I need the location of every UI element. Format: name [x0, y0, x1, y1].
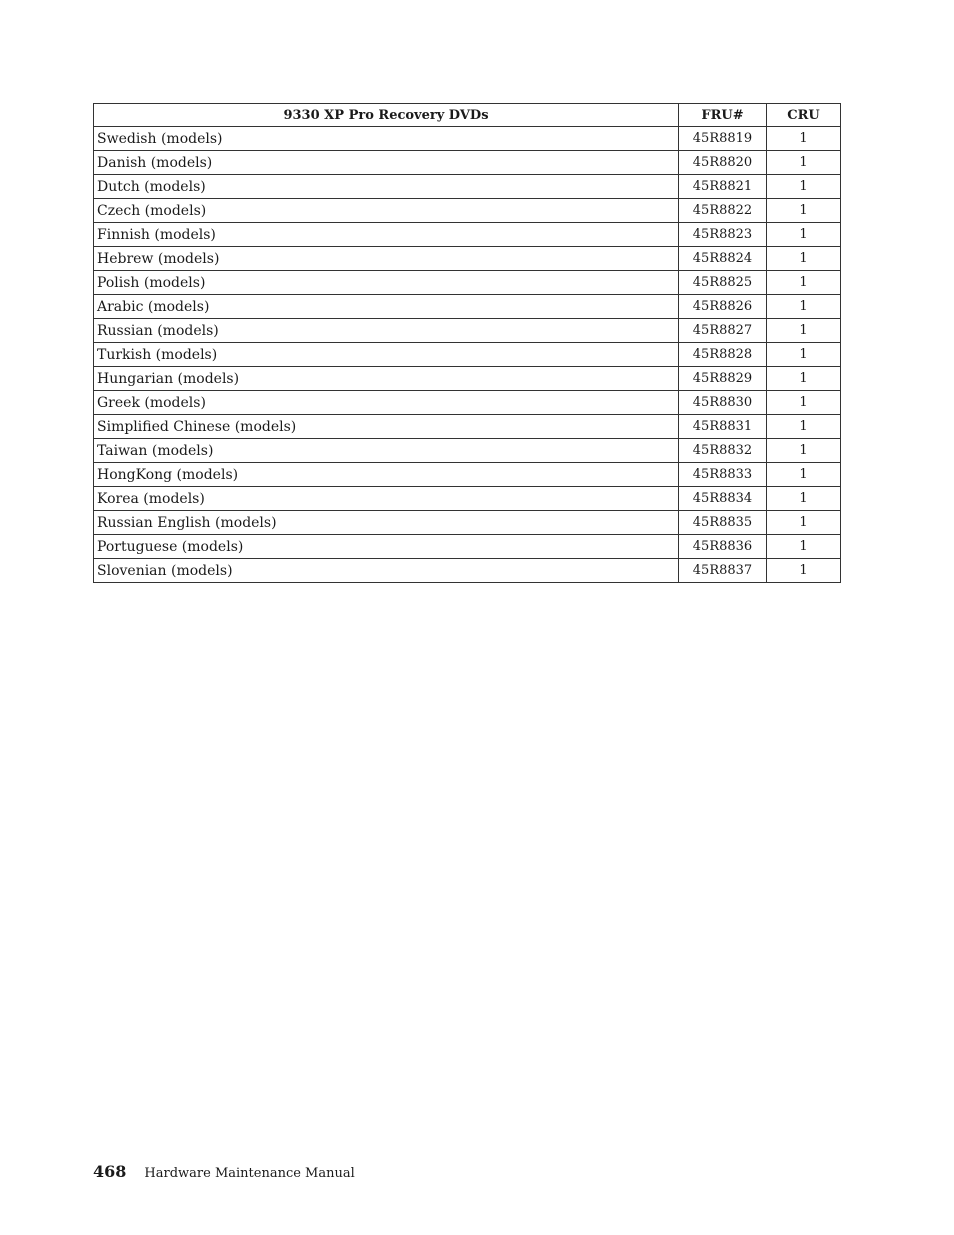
table-row: [94, 511, 841, 535]
cell-fru-number: 45R8827: [679, 319, 767, 343]
cell-description: Czech (models): [94, 199, 679, 223]
cell-description: Russian (models): [94, 319, 679, 343]
cell-fru-number: 45R8831: [679, 415, 767, 439]
cell-fru-number: 45R8835: [679, 511, 767, 535]
cell-description: Polish (models): [94, 271, 679, 295]
cell-description: Finnish (models): [94, 223, 679, 247]
cell-fru-number: 45R8836: [679, 535, 767, 559]
cell-cru: 1: [767, 487, 841, 511]
column-header-description: 9330 XP Pro Recovery DVDs: [94, 104, 679, 127]
cell-fru-number: 45R8830: [679, 391, 767, 415]
cell-cru: 1: [767, 511, 841, 535]
cell-description: Portuguese (models): [94, 535, 679, 559]
cell-fru-number: 45R8822: [679, 199, 767, 223]
cell-description: Danish (models): [94, 151, 679, 175]
recovery-dvd-parts-table: [93, 103, 841, 583]
table-row: [94, 151, 841, 175]
column-header-fru: FRU#: [679, 104, 767, 127]
cell-cru: 1: [767, 415, 841, 439]
cell-cru: 1: [767, 295, 841, 319]
cell-cru: 1: [767, 463, 841, 487]
cell-fru-number: 45R8824: [679, 247, 767, 271]
table-row: [94, 127, 841, 151]
cell-cru: 1: [767, 439, 841, 463]
cell-cru: 1: [767, 535, 841, 559]
cell-fru-number: 45R8825: [679, 271, 767, 295]
cell-description: Hungarian (models): [94, 367, 679, 391]
cell-description: Arabic (models): [94, 295, 679, 319]
cell-cru: 1: [767, 127, 841, 151]
cell-cru: 1: [767, 367, 841, 391]
cell-fru-number: 45R8823: [679, 223, 767, 247]
table-row: [94, 271, 841, 295]
cell-fru-number: 45R8834: [679, 487, 767, 511]
table-row: [94, 559, 841, 583]
cell-description: Russian English (models): [94, 511, 679, 535]
cell-cru: 1: [767, 223, 841, 247]
cell-cru: 1: [767, 343, 841, 367]
manual-title: Hardware Maintenance Manual: [144, 1166, 355, 1181]
table-row: [94, 367, 841, 391]
cell-fru-number: 45R8820: [679, 151, 767, 175]
table-header-row: [94, 104, 841, 127]
table-row: [94, 175, 841, 199]
cell-fru-number: 45R8833: [679, 463, 767, 487]
cell-description: Swedish (models): [94, 127, 679, 151]
table-row: [94, 247, 841, 271]
table-row: [94, 463, 841, 487]
cell-fru-number: 45R8828: [679, 343, 767, 367]
cell-cru: 1: [767, 151, 841, 175]
column-header-cru: CRU: [767, 104, 841, 127]
cell-fru-number: 45R8819: [679, 127, 767, 151]
cell-cru: 1: [767, 271, 841, 295]
cell-cru: 1: [767, 559, 841, 583]
cell-description: HongKong (models): [94, 463, 679, 487]
cell-description: Greek (models): [94, 391, 679, 415]
cell-description: Korea (models): [94, 487, 679, 511]
cell-fru-number: 45R8837: [679, 559, 767, 583]
cell-description: Taiwan (models): [94, 439, 679, 463]
table-row: [94, 535, 841, 559]
table-row: [94, 223, 841, 247]
cell-cru: 1: [767, 391, 841, 415]
cell-description: Simplified Chinese (models): [94, 415, 679, 439]
cell-description: Hebrew (models): [94, 247, 679, 271]
cell-fru-number: 45R8826: [679, 295, 767, 319]
cell-cru: 1: [767, 319, 841, 343]
table-row: [94, 391, 841, 415]
table-body: [94, 127, 841, 583]
cell-fru-number: 45R8821: [679, 175, 767, 199]
cell-cru: 1: [767, 175, 841, 199]
table-row: [94, 415, 841, 439]
table-row: [94, 295, 841, 319]
page-footer: [93, 1162, 355, 1181]
cell-description: Dutch (models): [94, 175, 679, 199]
table-row: [94, 343, 841, 367]
page-number: 468: [93, 1162, 127, 1181]
cell-description: Slovenian (models): [94, 559, 679, 583]
cell-fru-number: 45R8832: [679, 439, 767, 463]
table-row: [94, 439, 841, 463]
table-row: [94, 199, 841, 223]
cell-fru-number: 45R8829: [679, 367, 767, 391]
table-row: [94, 487, 841, 511]
cell-cru: 1: [767, 247, 841, 271]
cell-cru: 1: [767, 199, 841, 223]
table-row: [94, 319, 841, 343]
cell-description: Turkish (models): [94, 343, 679, 367]
